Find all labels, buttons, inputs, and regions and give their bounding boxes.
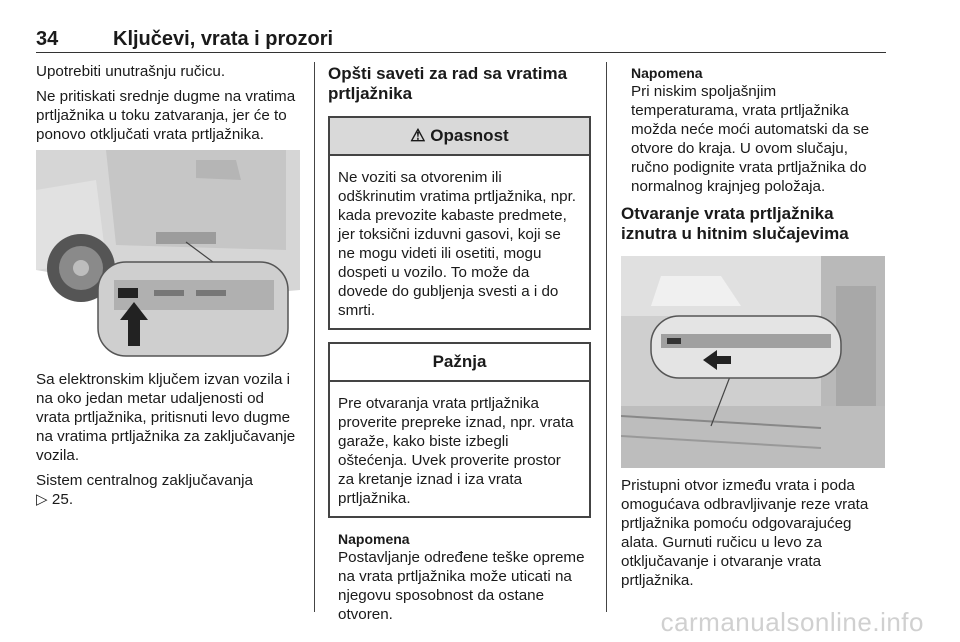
header-divider (36, 52, 886, 53)
paragraph-electronic-key: Sa elektronskim ključem izvan vozila i na oko jedan metar udaljenosti od vrata prtljažnika, pritisnuti levo dugme na vratima prtljažnika za zaključavanje vozila. (36, 371, 296, 464)
note-text: Pri niskim spoljašnjim temperaturama, vrata prtljažnika možda neće moći automatski da se otvore do kraja. U ovom slučaju, ručno podignite vrata prtljažnika do normalnog krajnjeg položaja. (631, 83, 870, 195)
page-title: Ključevi, vrata i prozori (113, 28, 334, 50)
section-heading-emergency: Otvaranje vrata prtljažnika iznutra u hitnim slučajevima (621, 204, 849, 243)
central-locking-text: Sistem centralnog zaključavanja (36, 472, 253, 489)
page-reference-link[interactable]: 25. (51, 491, 74, 508)
column-3 (621, 62, 887, 596)
danger-title: Opasnost (430, 126, 509, 145)
interior-emergency-release-illustration (621, 256, 885, 468)
note-title: Napomena (338, 531, 410, 547)
caution-text: Pre otvaranja vrata prtljažnika proverite prepreke iznad, npr. vrata garaže, kako biste izbegli oštećenja. Uvek proverite prostor za kretanje iznad i iza vrata prtljažnika. (338, 395, 574, 507)
warning-triangle-icon: ⚠ (410, 126, 426, 145)
section-heading-general: Opšti saveti za rad sa vratima prtljažnika (328, 64, 568, 103)
paragraph-central-locking (36, 471, 300, 509)
page-header (36, 28, 886, 52)
column-divider-2 (606, 62, 607, 612)
page-reference-arrow-icon: ▷ (36, 491, 48, 508)
page-number: 34 (36, 28, 59, 50)
column-2 (328, 62, 591, 624)
caution-box (328, 342, 591, 518)
caution-title: Pažnja (330, 344, 589, 382)
danger-box-header (330, 118, 589, 156)
paragraph-middle-button: Ne pritiskati srednje dugme na vratima prtljažnika u toku zatvaranja, jer će to ponovo otključati vrata prtljažnika. (36, 88, 296, 143)
column-1 (36, 62, 300, 515)
note-low-temperature (631, 64, 887, 196)
tailgate-exterior-illustration (36, 150, 300, 362)
paragraph-inner-handle: Upotrebiti unutrašnju ručicu. (36, 63, 226, 80)
danger-text: Ne voziti sa otvorenim ili odškrinutim vratima prtljažnika, npr. kada prevozite kabaste predmete, jer toksični izduvni gasovi, koji se ne mogu videti ili osetiti, mogu dospeti u vozilo. To može da dovede do gubljenja svesti a i do smrti. (338, 169, 577, 319)
paragraph-access-opening: Pristupni otvor između vrata i poda omogućava odbravljivanje reze vrata prtljažnika pomoću odgovarajućeg alata. Gurnuti ručicu u levo za otključavanje i otvaranje vrata prtljažnika. (621, 477, 869, 589)
footer-watermark: carmanualsonline.info (660, 607, 924, 637)
danger-box (328, 116, 591, 330)
column-divider-1 (314, 62, 315, 612)
note-text: Postavljanje određene teške opreme na vrata prtljažnika može uticati na njegovu sposobnost da ostane otvoren. (338, 549, 585, 623)
note-title: Napomena (631, 65, 703, 81)
note-heavy-equipment (338, 530, 591, 624)
